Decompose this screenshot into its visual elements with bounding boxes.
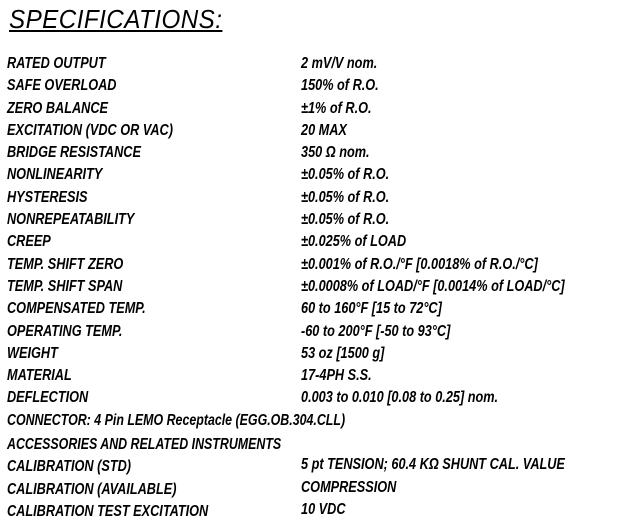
spec-value: 150% of R.O. (301, 77, 379, 95)
spec-label: TEMP. SHIFT ZERO (7, 255, 124, 273)
spec-value: ±0.001% of R.O./°F [0.0018% of R.O./°C] (301, 255, 538, 273)
spec-value: ±0.05% of R.O. (301, 188, 390, 206)
accessory-row-calibration-test-excitation (7, 501, 637, 523)
spec-row-nonlinearity (7, 166, 637, 188)
spec-row-excitation (7, 122, 637, 144)
spec-row-temp-shift-span (7, 278, 637, 300)
spec-label: WEIGHT (7, 344, 58, 362)
spec-row-material (7, 367, 637, 389)
spec-row-safe-overload (7, 77, 637, 99)
spec-row-bridge-resistance (7, 144, 637, 166)
connector-text: CONNECTOR: 4 Pin LEMO Receptacle (EGG.OB.304.CLL) (7, 411, 346, 429)
spec-value: 53 oz [1500 g] (301, 344, 385, 362)
spec-label: HYSTERESIS (7, 188, 88, 206)
accessory-row-calibration-std (7, 456, 637, 478)
spec-row-operating-temp (7, 323, 637, 345)
accessory-row-calibration-available (7, 479, 637, 501)
spec-row-creep (7, 233, 637, 255)
spec-value: 20 MAX (301, 121, 347, 139)
page-title: SPECIFICATIONS: (9, 4, 223, 34)
spec-value: ±0.025% of LOAD (301, 233, 407, 251)
accessory-label: CALIBRATION (STD) (7, 458, 132, 476)
spec-label: SAFE OVERLOAD (7, 77, 117, 95)
spec-value: ±0.05% of R.O. (301, 166, 390, 184)
spec-label: COMPENSATED TEMP. (7, 300, 146, 318)
accessory-value: 10 VDC (301, 500, 346, 518)
spec-label: ZERO BALANCE (7, 99, 108, 117)
spec-label: MATERIAL (7, 367, 72, 385)
spec-row-deflection (7, 389, 637, 411)
spec-label: TEMP. SHIFT SPAN (7, 277, 123, 295)
accessory-label: CALIBRATION TEST EXCITATION (7, 502, 209, 520)
accessory-value: 5 pt TENSION; 60.4 KΩ SHUNT CAL. VALUE (301, 456, 565, 474)
spec-value: ±0.0008% of LOAD/°F [0.0014% of LOAD/°C] (301, 277, 565, 295)
accessory-value: COMPRESSION (301, 478, 397, 496)
spec-label: OPERATING TEMP. (7, 322, 123, 340)
spec-row-hysteresis (7, 189, 637, 211)
spec-value: ±1% of R.O. (301, 99, 372, 117)
spec-row-compensated-temp (7, 300, 637, 322)
spec-row-rated-output (7, 55, 637, 77)
spec-value: 60 to 160°F [15 to 72°C] (301, 300, 442, 318)
accessory-label: CALIBRATION (AVAILABLE) (7, 480, 177, 498)
spec-label: NONREPEATABILITY (7, 211, 135, 229)
spec-label: DEFLECTION (7, 389, 89, 407)
accessories-heading-row (7, 434, 637, 456)
spec-label: CREEP (7, 233, 51, 251)
spec-row-nonrepeatability (7, 211, 637, 233)
spec-value: ±0.05% of R.O. (301, 211, 390, 229)
spec-label: EXCITATION (VDC OR VAC) (7, 121, 173, 139)
spec-value: 2 mV/V nom. (301, 55, 378, 72)
spec-value: 17-4PH S.S. (301, 367, 372, 385)
spec-row-temp-shift-zero (7, 256, 637, 278)
spec-label: NONLINEARITY (7, 166, 103, 184)
specifications-list (7, 55, 637, 523)
spec-row-weight (7, 345, 637, 367)
spec-value: 350 Ω nom. (301, 144, 370, 162)
spec-label: RATED OUTPUT (7, 55, 106, 72)
accessories-heading: ACCESSORIES AND RELATED INSTRUMENTS (7, 436, 282, 454)
spec-value: -60 to 200°F [-50 to 93°C] (301, 322, 451, 340)
spec-row-zero-balance (7, 100, 637, 122)
spec-label: BRIDGE RESISTANCE (7, 144, 141, 162)
spec-value: 0.003 to 0.010 [0.08 to 0.25] nom. (301, 389, 499, 407)
connector-row (7, 412, 637, 434)
